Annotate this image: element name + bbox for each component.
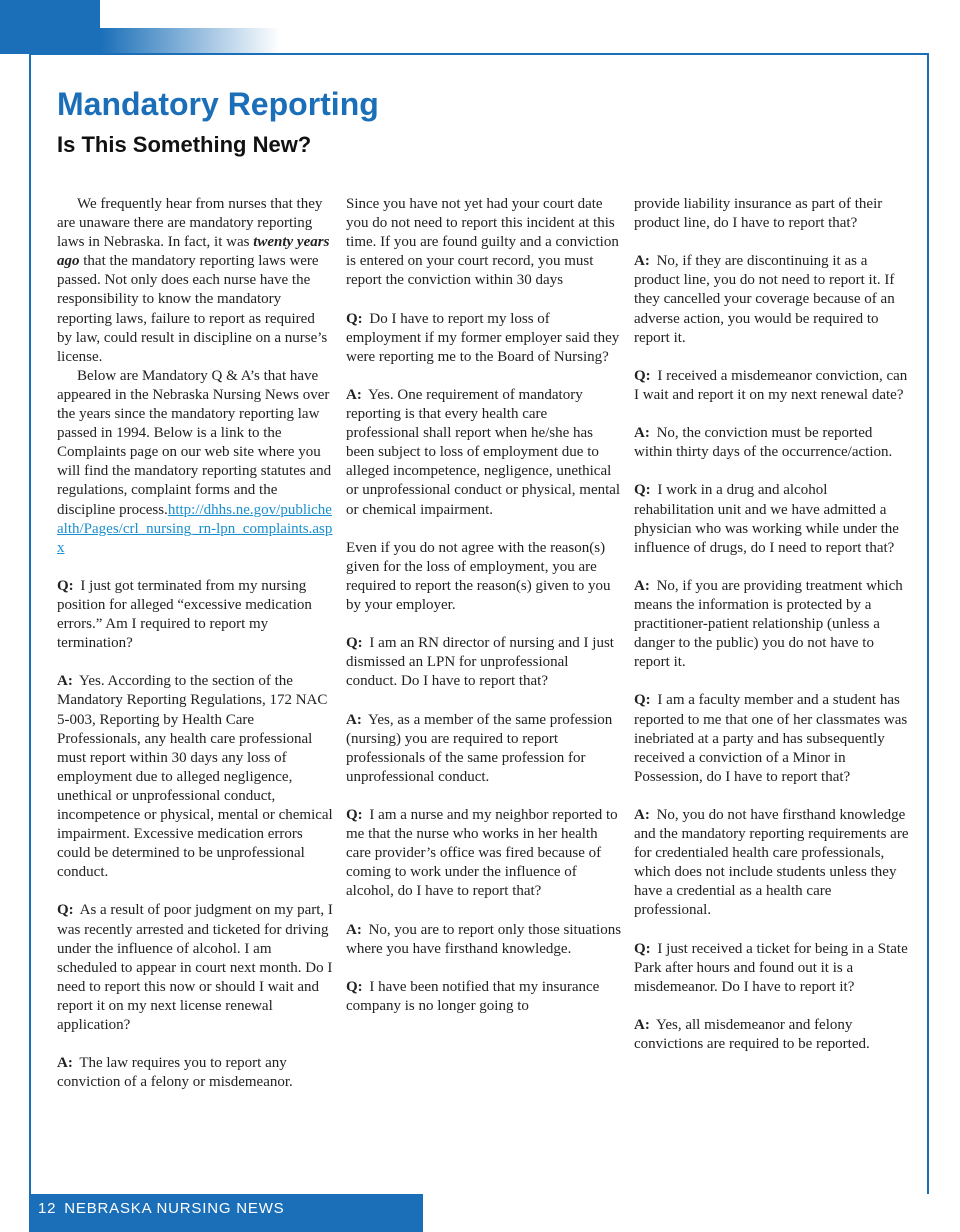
top-color-block bbox=[0, 0, 100, 54]
question-7: Q: I received a misdemeanor conviction, can I wait and report it on my next renewal date? bbox=[634, 367, 908, 403]
question-6-continued: provide liability insurance as part of their product line, do I have to report that? bbox=[634, 196, 883, 232]
article-title: Mandatory Reporting bbox=[57, 86, 379, 122]
article-subtitle: Is This Something New? bbox=[57, 132, 312, 157]
answer-4: A: Yes, as a member of the same profession (nursing) you are required to report professionals of the same profession for unprofessional conduct. bbox=[346, 711, 613, 785]
answer-5: A: No, you are to report only those situations where you have firsthand knowledge. bbox=[346, 921, 622, 957]
complaints-page-link[interactable]: http://dhhs.ne.gov/publichealth/Pages/crl_nursing_rn-lpn_complaints.aspx bbox=[57, 501, 333, 556]
answer-8: A: No, if you are providing treatment which means the information is protected by a practitioner-patient relationship (unless a danger to the public) you do not have to report it. bbox=[634, 577, 903, 671]
question-5: Q: I am a nurse and my neighbor reported to me that the nurse who works in her health care provider’s office was fired because of coming to work under the influence of alcohol, do I have to report that? bbox=[346, 807, 618, 900]
question-2: Q: As a result of poor judgment on my part, I was recently arrested and ticketed for driving under the influence of alcohol. I am scheduled to appear in court next month. Do I need to report this now or should I wait and report it on my next license renewal application? bbox=[57, 902, 333, 1034]
question-6-start: Q: I have been notified that my insurance company is no longer going to bbox=[346, 978, 600, 1014]
answer-3: A: Yes. One requirement of mandatory reporting is that every health care professional shall report when he/she has been subject to loss of employment due to alleged incompetence, negligence, unethical or unprofessional conduct or physical, mental or chemical impairment. bbox=[346, 386, 621, 518]
text-column-2 bbox=[346, 195, 622, 1035]
answer-7: A: No, the conviction must be reported within thirty days of the occurrence/action. bbox=[634, 425, 893, 461]
page-number: 12 bbox=[38, 1200, 57, 1217]
intro-paragraph-2: Below are Mandatory Q & A’s that have appeared in the Nebraska Nursing News over the years since the mandatory reporting law passed in 1994. Below is a link to the Complaints page on our web site where you will find the mandatory reporting statutes and regulations, complaint forms and the discipline process.http://dhhs.ne.gov/publichealth/Pages/crl_nursing_rn-lpn_complaints.aspx bbox=[57, 367, 333, 556]
top-gradient-bar bbox=[100, 28, 280, 54]
answer-2-start: A: The law requires you to report any conviction of a felony or misdemeanor. bbox=[57, 1055, 293, 1091]
question-8: Q: I work in a drug and alcohol rehabilitation unit and we have admitted a physician who was working while under the influence of drugs, do I need to report that? bbox=[634, 482, 899, 556]
answer-9: A: No, you do not have firsthand knowledge and the mandatory reporting requirements are for credentialed health care professionals, which does not include students unless they have a credential as a health care professional. bbox=[634, 807, 909, 919]
answer-10: A: Yes, all misdemeanor and felony convictions are required to be reported. bbox=[634, 1017, 870, 1053]
text-column-1 bbox=[57, 195, 333, 1112]
intro-paragraph-1: We frequently hear from nurses that they are unaware there are mandatory reporting laws in Nebraska. In fact, it was twenty years ago that the mandatory reporting laws were passed. Not only does each nurse have the responsibility to know the mandatory reporting laws, failure to report as required by law, could result in discipline on a nurse’s license. bbox=[57, 196, 330, 365]
answer-1: A: Yes. According to the section of the Mandatory Reporting Regulations, 172 NAC 5-003, Reporting by Health Care Professionals, any health care professional must report within 30 days any loss of employment due to alleged negligence, unethical or unprofessional conduct, incompetence or physical, mental or chemical impairment. Excessive medication errors could be determined to be unprofessional conduct. bbox=[57, 673, 333, 881]
answer-3-continued: Even if you do not agree with the reason(s) given for the loss of employment, you are required to report the reason(s) given to you by your employer. bbox=[346, 539, 611, 613]
emphasis-text: twenty years ago bbox=[57, 234, 330, 270]
footer-label bbox=[38, 1199, 284, 1219]
text-column-3 bbox=[634, 195, 910, 1073]
question-3: Q: Do I have to report my loss of employment if my former employer said they were reporting me to the Board of Nursing? bbox=[346, 310, 620, 365]
publication-name: NEBRASKA NURSING NEWS bbox=[64, 1200, 285, 1217]
question-9: Q: I am a faculty member and a student has reported to me that one of her classmates was inebriated at a party and has subsequently received a conviction of a Minor in Possession, do I have to report that? bbox=[634, 692, 908, 785]
question-1: Q: I just got terminated from my nursing position for alleged “excessive medication errors.” Am I required to report my termination? bbox=[57, 577, 312, 652]
answer-2-continued: Since you have not yet had your court date you do not need to report this incident at this time. If you are found guilty and a conviction is entered on your court record, you must report the conviction within 30 days bbox=[346, 196, 619, 289]
question-10: Q: I just received a ticket for being in a State Park after hours and found out it is a misdemeanor. Do I have to report it? bbox=[634, 940, 908, 995]
answer-6: A: No, if they are discontinuing it as a product line, you do not need to report it. If they cancelled your coverage because of an adverse action, you would be required to report it. bbox=[634, 253, 895, 346]
question-4: Q: I am an RN director of nursing and I just dismissed an LPN for unprofessional conduct. Do I have to report that? bbox=[346, 635, 614, 690]
